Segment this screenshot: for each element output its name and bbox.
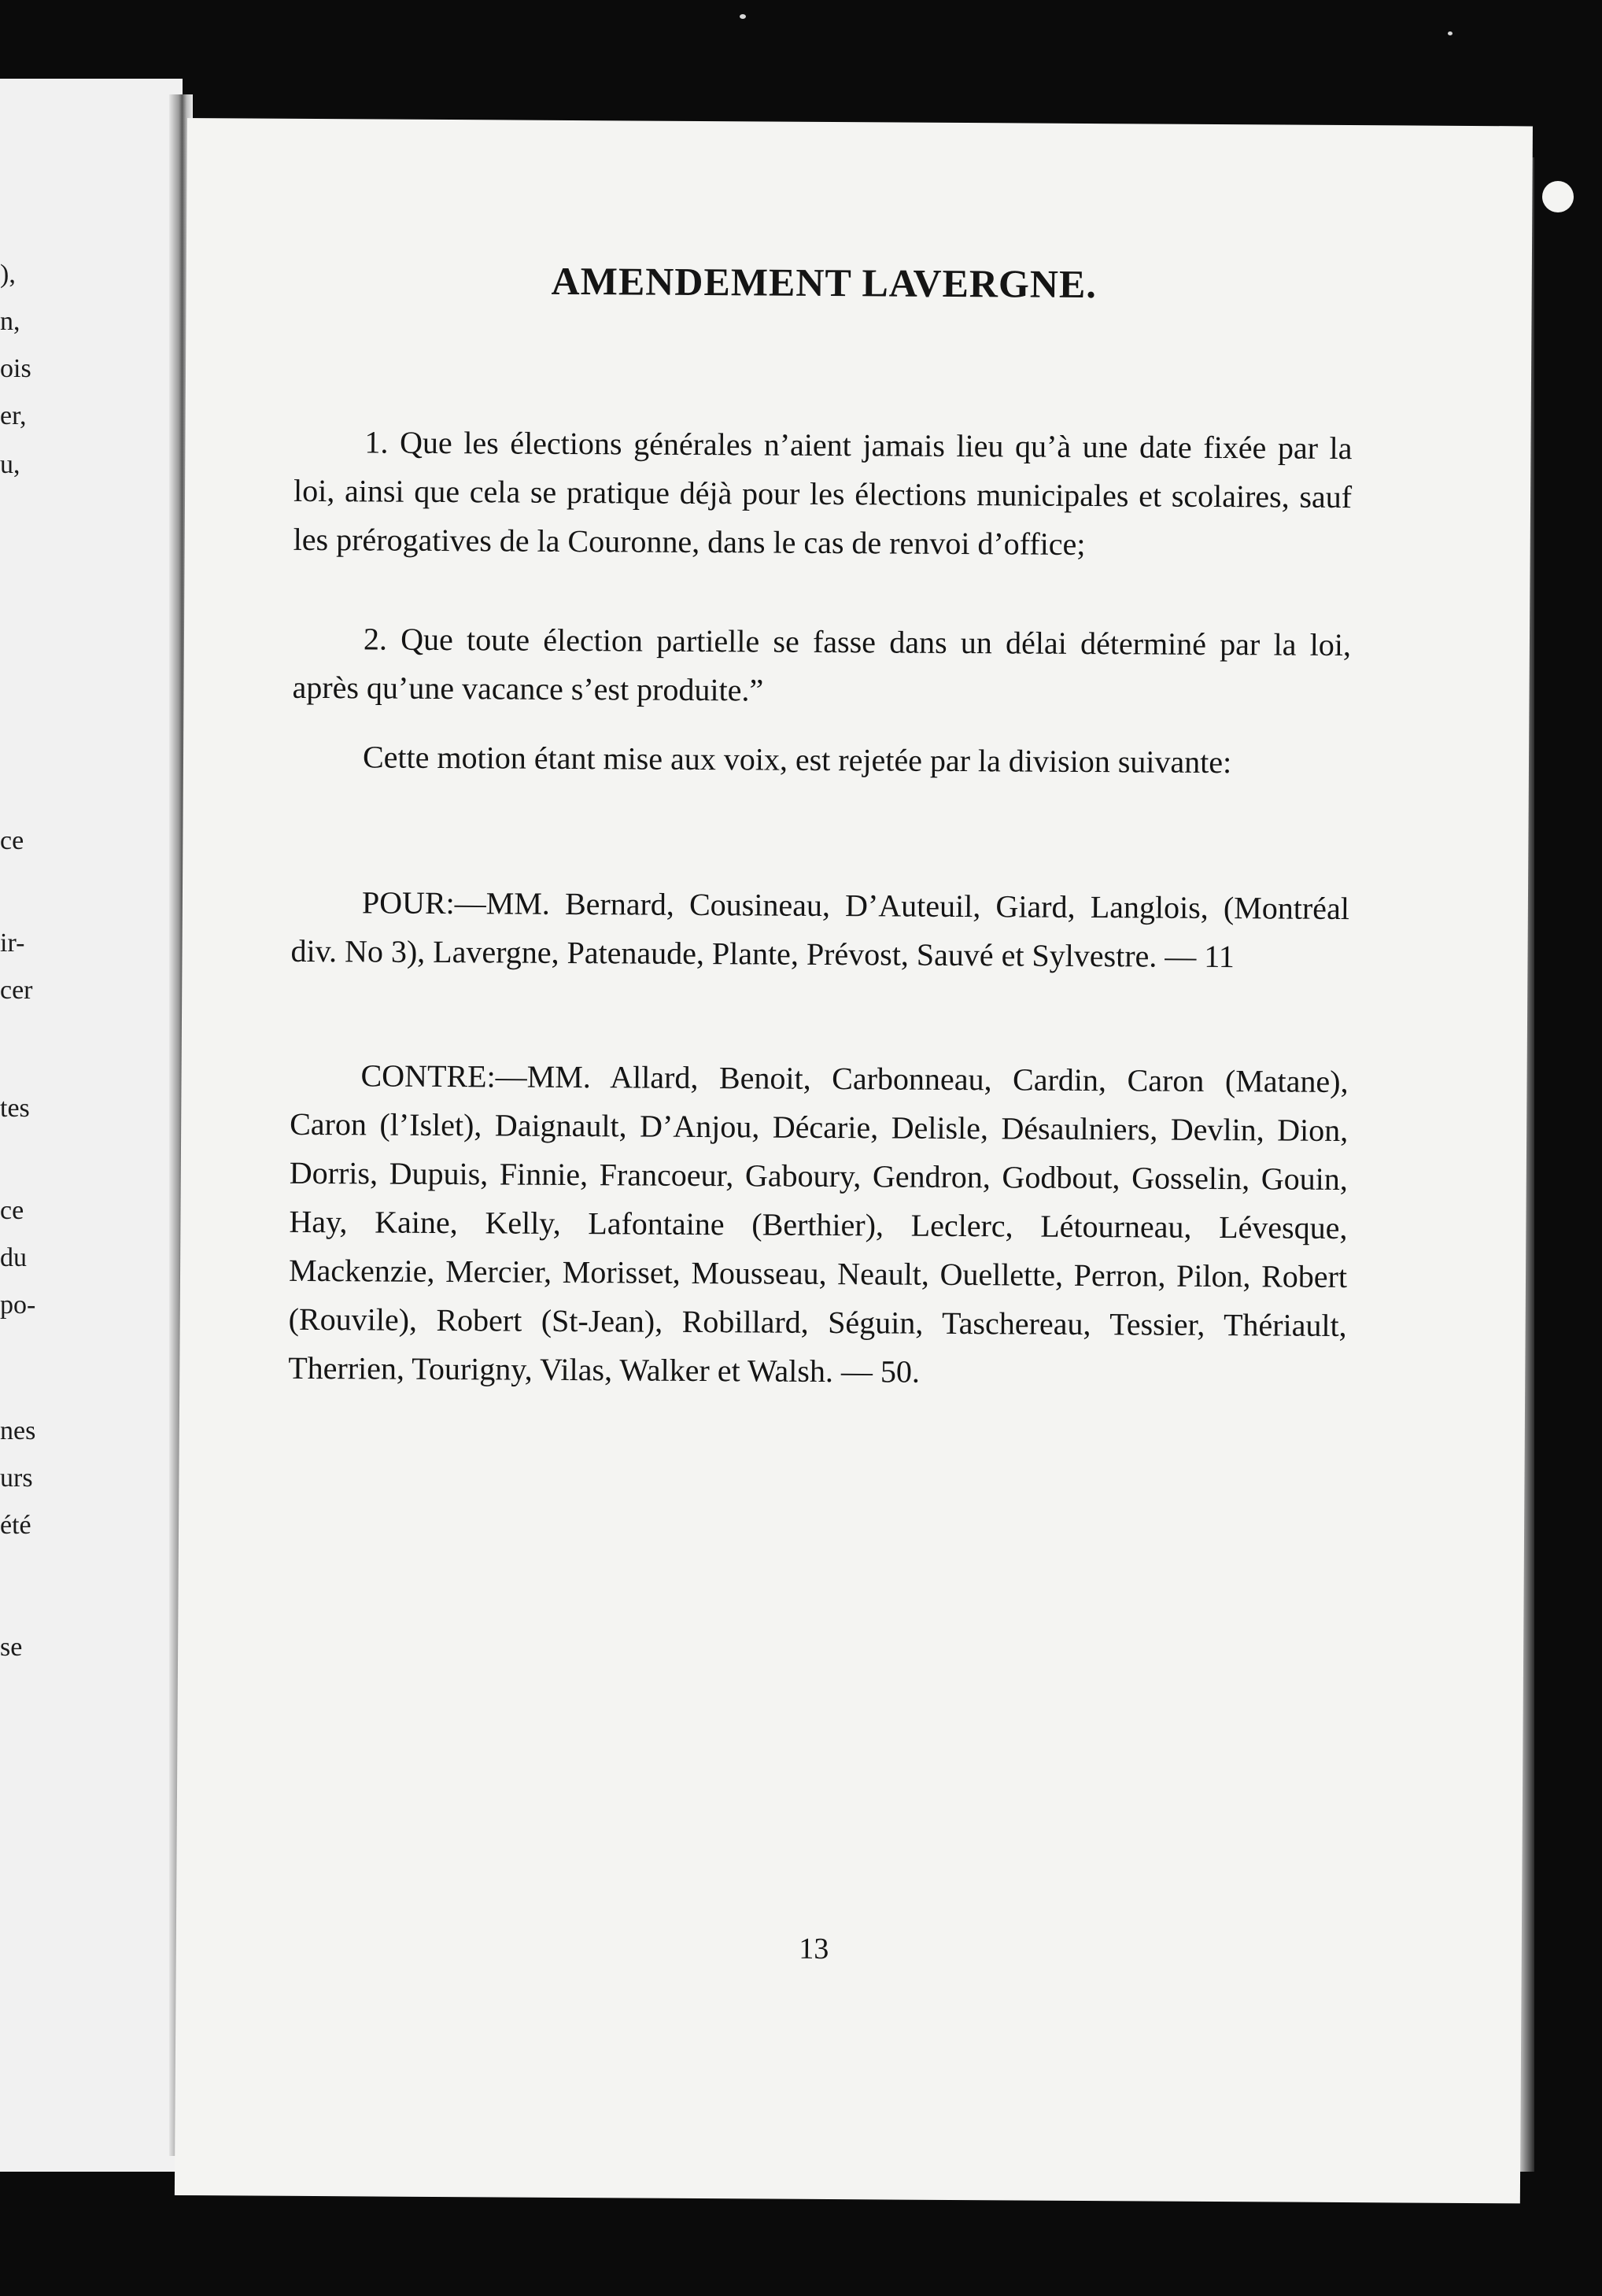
left-fragment-line: ir- [0, 928, 25, 958]
left-fragment-line: po- [0, 1290, 36, 1320]
left-fragment-line: u, [0, 450, 20, 479]
amendment-clause-1: 1. Que les élections générales n’aient jamais lieu qu’à une date fixée par la loi, ainsi que cela se pratique déjà pour les élections municipales et scolaires, sauf les prérogatives de la Couronne, dans le cas de renvoi d’office; [293, 424, 1353, 562]
page-number: 13 [799, 1932, 829, 1966]
left-fragment-line: ), [0, 260, 16, 289]
left-fragment-line: ce [0, 826, 24, 855]
motion-statement: Cette motion étant mise aux voix, est rejetée par la division suivante: [362, 739, 1232, 781]
left-fragment-line: été [0, 1511, 31, 1540]
page-content [288, 119, 1354, 1966]
left-fragment-line: urs [0, 1464, 33, 1493]
vote-against-list: CONTRE:—MM. Allard, Benoit, Carbonneau, Cardin, Caron (Matane), Caron (l’Islet), Daignault, D’Anjou, Décarie, Delisle, Désaulniers, Devlin, Dion, Dorris, Dupuis, Finnie, Francoeur, Gaboury, Gendron, Godbout, Gosselin, Gouin, Hay, Kaine, Kelly, Lafontaine (Berthier), Leclerc, Létourneau, Lévesque, Mackenzie, Mercier, Morisset, Mousseau, Neault, Ouellette, Perron, Pilon, Robert (Rouvile), Robert (St-Jean), Robillard, Séguin, Taschereau, Tessier, Thériault, Therrien, Tourigny, Vilas, Walker et Walsh. — 50. [288, 1058, 1349, 1390]
right-page [175, 118, 1533, 2203]
left-fragment-line: ois [0, 354, 31, 383]
scan-speck [1448, 31, 1453, 35]
left-fragment-line: ce [0, 1196, 24, 1225]
left-page-fragment [0, 79, 183, 2172]
left-fragment-line: er, [0, 401, 27, 430]
left-fragment-line: n, [0, 307, 20, 336]
left-fragment-line: cer [0, 976, 33, 1005]
left-fragment-line: se [0, 1633, 23, 1662]
vote-for-list: POUR:—MM. Bernard, Cousineau, D’Auteuil, Giard, Langlois, (Montréal div. No 3), Lavergne, Patenaude, Plante, Prévost, Sauvé et Sylvestre. — 11 [290, 884, 1350, 975]
left-fragment-line: tes [0, 1094, 30, 1123]
left-fragment-line: nes [0, 1416, 36, 1445]
amendment-clause-2: 2. Que toute élection partielle se fasse dans un délai déterminé par la loi, après qu’une vacance s’est produite.” [292, 621, 1352, 708]
page-heading: AMENDEMENT LAVERGNE. [551, 258, 1098, 307]
left-fragment-line: du [0, 1243, 27, 1272]
scan-speck [740, 14, 746, 19]
torn-corner [1542, 181, 1574, 212]
